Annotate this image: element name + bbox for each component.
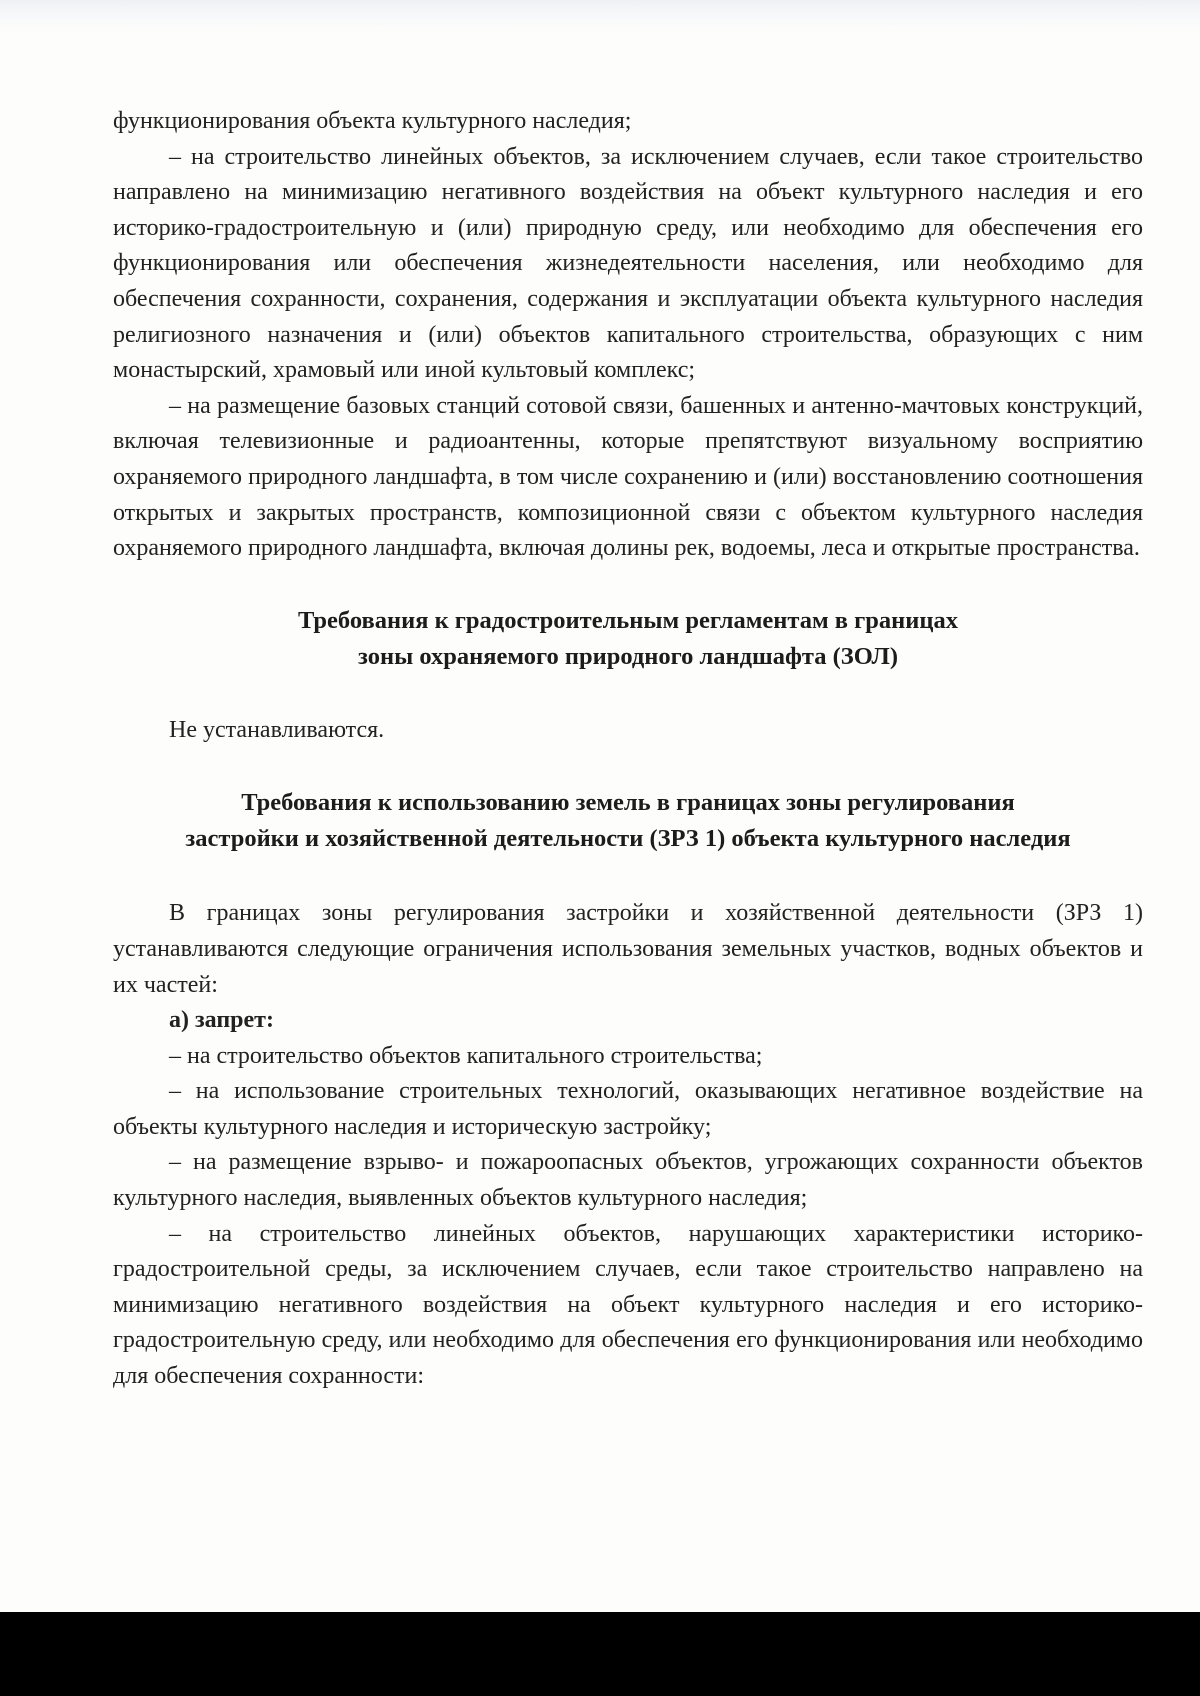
paragraph-not-established: Не устанавливаются. — [169, 716, 385, 743]
paragraph-zrz-intro: В границах зоны регулирования застройки и хозяйственной деятельности (ЗРЗ 1) устанавливаются следующие ограничения использования земельных участков, водных объектов и их частей: — [113, 900, 1143, 998]
section-heading-zol — [113, 603, 1143, 675]
document-body — [113, 104, 1143, 1395]
subheading-ban: а) запрет: — [169, 1007, 274, 1034]
section-heading-zol-line2: зоны охраняемого природного ландшафта (ЗОЛ) — [358, 642, 898, 670]
scan-bottom-edge — [0, 1612, 1200, 1696]
ban-item-technologies: – на использование строительных технологий, оказывающих негативное воздействие на объекты культурного наследия и историческую застройку; — [113, 1078, 1143, 1140]
ban-item-hazardous-objects: – на размещение взрыво- и пожароопасных объектов, угрожающих сохранности объектов культурного наследия, выявленных объектов культурного наследия; — [113, 1149, 1143, 1212]
ban-item-capital-construction: – на строительство объектов капитального строительства; — [169, 1042, 763, 1069]
section-heading-zrz-line1: Требования к использованию земель в границах зоны регулирования — [241, 789, 1015, 817]
ban-item-linear-objects: – на строительство линейных объектов, нарушающих характеристики историко-градостроительной среды, за исключением случаев, если такое строительство направлено на минимизацию негативного воздействия на объект культурного наследия и его историко-градостроительную среду, или необходимо для обеспечения его функционирования или необходимо для обеспечения сохранности: — [113, 1220, 1143, 1390]
section-heading-zrz — [113, 785, 1143, 857]
paragraph-continuation: функционирования объекта культурного наследия; — [113, 108, 632, 134]
paragraph-base-stations: – на размещение базовых станций сотовой связи, башенных и антенно-мачтовых конструкций, включая телевизионные и радиоантенны, которые препятствуют визуальному восприятию охраняемого природного ландшафта, в том числе сохранению и (или) восстановлению соотношения открытых и закрытых пространств, композиционной связи с объектом культурного наследия охраняемого природного ландшафта, включая долины рек, водоемы, леса и открытые пространства. — [113, 392, 1143, 562]
paragraph-linear-objects: – на строительство линейных объектов, за исключением случаев, если такое строительство направлено на минимизацию негативного воздействия на объект культурного наследия и его историко-градостроительную и (или) природную среду, или необходимо для обеспечения его функционирования или обеспечения жизнедеятельности населения, или необходимо для обеспечения сохранности, сохранения, содержания и эксплуатации объекта культурного наследия религиозного назначения и (или) объектов капитального строительства, образующих с ним монастырский, храмовый или иной культовый комплекс; — [113, 143, 1143, 384]
section-heading-zrz-line2: застройки и хозяйственной деятельности (ЗРЗ 1) объекта культурного наследия — [185, 825, 1071, 853]
section-heading-zol-line1: Требования к градостроительным регламентам в границах — [298, 606, 958, 634]
